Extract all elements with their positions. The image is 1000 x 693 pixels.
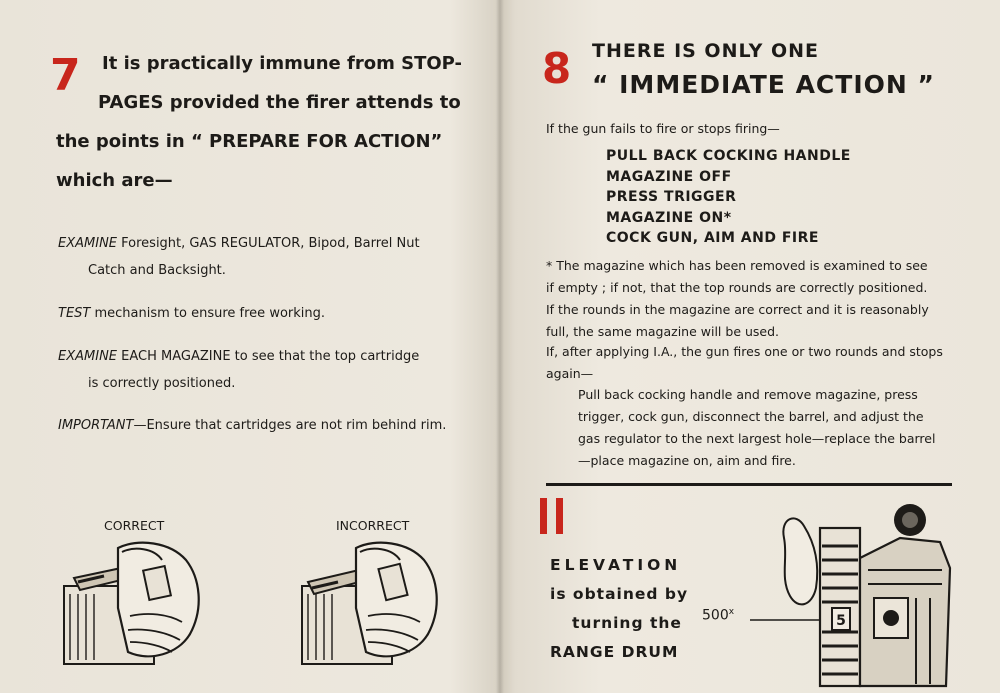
correct-magazine-hand-illustration [58, 538, 208, 668]
item-text: Foresight, GAS REGULATOR, Bipod, Barrel Nut [117, 236, 420, 251]
elevation-line: is obtained by [550, 585, 689, 603]
item-text: mechanism to ensure free working. [90, 306, 326, 321]
item-keyword: TEST [58, 306, 91, 321]
intro-line-2: PAGES provided the firer attends to [98, 92, 461, 113]
item-keyword: EXAMINE [58, 349, 118, 364]
heading-immediate-action: “ IMMEDIATE ACTION ” [592, 70, 935, 99]
step-item: COCK GUN, AIM AND FIRE [606, 230, 819, 246]
range-500-label: 500$^x$ [702, 607, 735, 624]
magazine-footnote [546, 255, 929, 343]
footnote-line: full, the same magazine will be used. [546, 324, 780, 339]
checklist-item-test [58, 300, 478, 327]
label-incorrect: INCORRECT [336, 518, 410, 533]
remedy-instructions [578, 384, 935, 472]
footnote-line: * The magazine which has been removed is examined to see [546, 258, 928, 273]
after-ia-line: again— [546, 366, 594, 381]
item-keyword: EXAMINE [58, 236, 118, 251]
section-number-7: 7 [50, 50, 81, 101]
right-page [500, 0, 1000, 693]
incorrect-magazine-hand-illustration [298, 538, 448, 668]
section-7-intro [56, 44, 476, 200]
heading-only-one: THERE IS ONLY ONE [592, 40, 820, 62]
remedy-line: trigger, cock gun, disconnect the barrel, and adjust the [578, 409, 924, 424]
checklist-item-important [58, 412, 478, 439]
drum-digit: 5 [836, 613, 846, 629]
step-item: PRESS TRIGGER [606, 189, 737, 205]
item-continuation: Catch and Backsight. [88, 263, 226, 278]
section-divider [546, 483, 952, 486]
item-keyword: IMPORTANT [58, 418, 134, 433]
step-item: MAGAZINE ON* [606, 209, 732, 226]
remedy-line: —place magazine on, aim and fire. [578, 453, 796, 468]
label-correct: CORRECT [104, 518, 165, 533]
elevation-line: turning the [572, 614, 682, 632]
step-item: MAGAZINE OFF [606, 168, 732, 185]
elevation-text [550, 551, 688, 667]
intro-line-1: It is practically immune from STOP- [102, 53, 462, 74]
item-continuation: is correctly positioned. [88, 376, 236, 391]
footnote-line: If the rounds in the magazine are correct and it is reasonably [546, 302, 929, 317]
remedy-line: gas regulator to the next largest hole—replace the barrel [578, 431, 936, 446]
footnote-line: if empty ; if not, that the top rounds are correctly positioned. [546, 280, 928, 295]
elevation-line: RANGE DRUM [550, 643, 679, 661]
checklist-item-examine-foresight [58, 230, 478, 284]
checklist-item-examine-magazine [58, 343, 478, 397]
intro-line-4: which are— [56, 170, 173, 191]
intro-line-3: the points in “ PREPARE FOR ACTION” [56, 131, 443, 152]
elevation-line: ELEVATION [550, 556, 682, 574]
item-text: EACH MAGAZINE to see that the top cartridge [117, 349, 420, 364]
after-ia-line: If, after applying I.A., the gun fires one or two rounds and stops [546, 344, 943, 359]
remedy-line: Pull back cocking handle and remove magazine, press [578, 387, 918, 402]
section-number-8: 8 [542, 44, 572, 93]
range-drum-illustration [750, 498, 960, 688]
failure-condition: If the gun fails to fire or stops firing— [546, 121, 780, 136]
section-number-11 [540, 498, 572, 538]
immediate-action-steps [606, 146, 851, 249]
item-text: —Ensure that cartridges are not rim behind rim. [133, 418, 447, 433]
after-ia-condition [546, 341, 943, 385]
step-item: PULL BACK COCKING HANDLE [606, 148, 851, 164]
